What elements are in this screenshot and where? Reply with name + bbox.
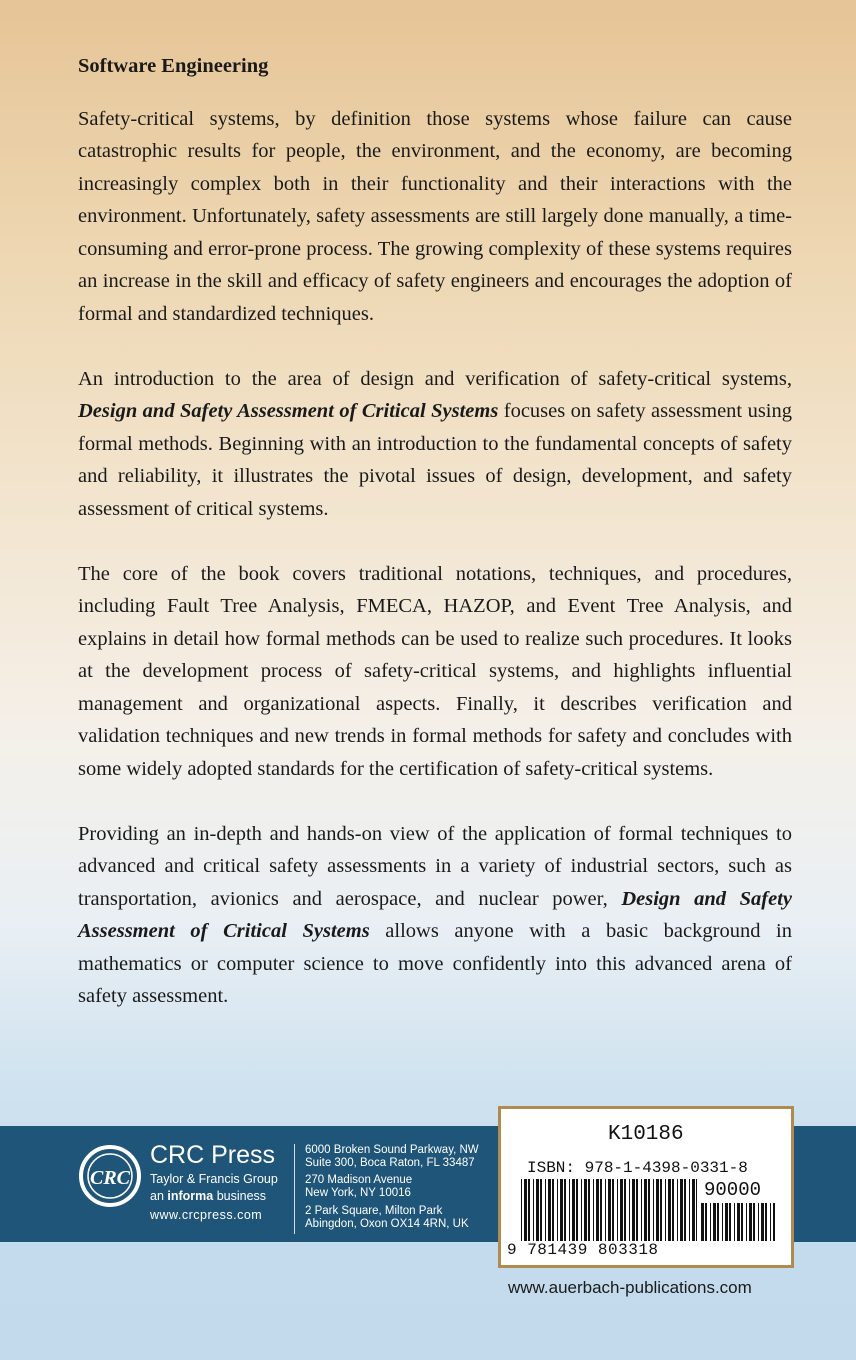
paragraph-3 bbox=[78, 558, 792, 786]
barcode-bar bbox=[521, 1179, 522, 1241]
divider bbox=[294, 1144, 295, 1234]
barcode-bar bbox=[617, 1179, 618, 1241]
barcode-bar bbox=[528, 1179, 530, 1241]
book-title: Design and Safety Assessment of Critical Systems bbox=[78, 400, 499, 422]
barcode-bar bbox=[722, 1203, 723, 1241]
barcode-bar bbox=[672, 1179, 674, 1241]
barcode-bar bbox=[677, 1179, 678, 1241]
barcode-bar bbox=[545, 1179, 546, 1241]
barcode-bar bbox=[540, 1179, 542, 1241]
barcode-bar bbox=[624, 1179, 626, 1241]
book-title: Design and Safety Assessment of Critical Systems bbox=[78, 887, 793, 942]
barcode-bar bbox=[696, 1179, 697, 1241]
barcode-bar bbox=[629, 1179, 630, 1241]
barcode-bar bbox=[576, 1179, 578, 1241]
barcode-bar bbox=[569, 1179, 570, 1241]
barcode-bar bbox=[741, 1203, 743, 1241]
group-sub-suffix: business bbox=[213, 1189, 267, 1203]
barcode-bar bbox=[653, 1179, 654, 1241]
barcode-bar bbox=[644, 1179, 647, 1241]
barcode-bar bbox=[593, 1179, 594, 1241]
publisher-name: CRC Press bbox=[150, 1141, 276, 1169]
publisher-group-sub bbox=[150, 1189, 266, 1203]
barcode-bar bbox=[524, 1179, 527, 1241]
barcode-bar bbox=[746, 1203, 747, 1241]
barcode-bar bbox=[600, 1179, 602, 1241]
barcode-bar bbox=[536, 1179, 539, 1241]
barcode-bar bbox=[608, 1179, 611, 1241]
barcode-bar bbox=[632, 1179, 635, 1241]
barcode-bar bbox=[648, 1179, 650, 1241]
barcode-bar bbox=[560, 1179, 563, 1241]
barcode-bar bbox=[572, 1179, 575, 1241]
barcode-bar bbox=[552, 1179, 554, 1241]
barcode-bar bbox=[581, 1179, 582, 1241]
barcode-bar bbox=[758, 1203, 759, 1241]
barcode-bar bbox=[612, 1179, 614, 1241]
address-3 bbox=[305, 1205, 469, 1231]
product-code: K10186 bbox=[608, 1123, 684, 1146]
barcode-bar bbox=[765, 1203, 767, 1241]
barcode-bar bbox=[596, 1179, 599, 1241]
barcode-bar bbox=[684, 1179, 686, 1241]
paragraph-text: Safety-critical systems, by definition those systems whose failure can cause catastrophic results for people, the environment, and the economy, are becoming increasingly complex both in their functionality and their interactions with the environment. Unfortunately, safety assessments are still largely done manually, a time-consuming and error-prone process. The growing complexity of these systems requires an increase in the skill and efficacy of safety engineers and encourages the adoption of formal and standardized techniques. bbox=[78, 107, 792, 325]
back-cover-text bbox=[78, 50, 792, 1045]
group-sub-prefix: an bbox=[150, 1189, 168, 1203]
barcode-bar bbox=[770, 1203, 771, 1241]
address-2 bbox=[305, 1174, 412, 1200]
price-barcode-icon bbox=[701, 1203, 775, 1241]
barcode-bar bbox=[665, 1179, 666, 1241]
barcode-bar bbox=[692, 1179, 695, 1241]
isbn-barcode-icon bbox=[521, 1179, 697, 1241]
barcode-bar bbox=[584, 1179, 587, 1241]
barcode-bar bbox=[725, 1203, 728, 1241]
barcode-bar bbox=[749, 1203, 752, 1241]
barcode-bar bbox=[605, 1179, 606, 1241]
barcode-bar bbox=[636, 1179, 638, 1241]
crc-logo-text: CRC bbox=[89, 1167, 131, 1189]
crc-logo-icon bbox=[78, 1144, 142, 1208]
publisher-group: Taylor & Francis Group bbox=[150, 1172, 278, 1186]
address-1-line-1: 6000 Broken Sound Parkway, NW bbox=[305, 1144, 479, 1156]
group-sub-bold: informa bbox=[167, 1189, 214, 1203]
barcode-box bbox=[498, 1106, 794, 1268]
paragraph-text: An introduction to the area of design and verification of safety-critical systems, bbox=[78, 367, 792, 390]
description-paragraphs bbox=[78, 103, 792, 1013]
address-1-line-2: Suite 300, Boca Raton, FL 33487 bbox=[305, 1157, 475, 1169]
barcode-bar bbox=[660, 1179, 662, 1241]
address-2-line-2: New York, NY 10016 bbox=[305, 1187, 411, 1199]
paragraph-text: allows anyone with a basic background in mathematics or computer science to move confidently into this advanced arena of safety assessment. bbox=[78, 920, 792, 1007]
paragraph-4 bbox=[78, 818, 792, 1013]
paragraph-text: focuses on safety assessment using formal methods. Beginning with an introduction to the fundamental concepts of safety and reliability, it illustrates the pivotal issues of design, development, and safety assessment of critical systems. bbox=[78, 400, 792, 520]
barcode-bar bbox=[710, 1203, 711, 1241]
barcode-bar bbox=[761, 1203, 764, 1241]
barcode-bar bbox=[717, 1203, 719, 1241]
barcode-bar bbox=[533, 1179, 534, 1241]
paragraph-1 bbox=[78, 103, 792, 331]
barcode-bar bbox=[753, 1203, 755, 1241]
paragraph-text: The core of the book covers traditional notations, techniques, and procedures, including Fault Tree Analysis, FMECA, HAZOP, and Event Tree Analysis, and explains in detail how formal methods can be used to realize such procedures. It looks at the development process of safety-critical systems, and highlights influential management and organizational aspects. Finally, it describes verification and validation techniques and new trends in formal methods for safety and concludes with some widely adopted standards for the certification of safety-critical systems. bbox=[78, 562, 792, 780]
barcode-bar bbox=[548, 1179, 551, 1241]
barcode-bar bbox=[713, 1203, 716, 1241]
barcode-bar bbox=[557, 1179, 558, 1241]
address-3-line-1: 2 Park Square, Milton Park bbox=[305, 1205, 443, 1217]
barcode-bar bbox=[737, 1203, 740, 1241]
publisher-website[interactable]: www.crcpress.com bbox=[150, 1208, 263, 1222]
barcode-bar bbox=[668, 1179, 671, 1241]
paragraph-2 bbox=[78, 363, 792, 526]
barcode-bar bbox=[734, 1203, 735, 1241]
address-2-line-1: 270 Madison Avenue bbox=[305, 1174, 413, 1186]
isbn-label: ISBN: 978-1-4398-0331-8 bbox=[527, 1159, 748, 1177]
barcode-bar bbox=[641, 1179, 642, 1241]
barcode-bar bbox=[729, 1203, 731, 1241]
barcode-bar bbox=[588, 1179, 590, 1241]
category-heading: Software Engineering bbox=[78, 55, 269, 77]
barcode-digits: 9 781439 803318 bbox=[507, 1241, 659, 1259]
barcode-bar bbox=[656, 1179, 659, 1241]
barcode-bar bbox=[564, 1179, 566, 1241]
barcode-bar bbox=[620, 1179, 623, 1241]
price-code: 90000 bbox=[704, 1179, 762, 1201]
barcode-bar bbox=[705, 1203, 707, 1241]
barcode-bar bbox=[689, 1179, 690, 1241]
paragraph-text: Providing an in-depth and hands-on view of the application of formal techniques to advanced and critical safety assessments in a variety of industrial sectors, such as transportation, avionics and aerospace, and nuclear power, bbox=[78, 822, 792, 910]
address-3-line-2: Abingdon, Oxon OX14 4RN, UK bbox=[305, 1218, 469, 1230]
imprint-website[interactable]: www.auerbach-publications.com bbox=[508, 1278, 752, 1297]
barcode-bar bbox=[773, 1203, 775, 1241]
barcode-bar bbox=[680, 1179, 683, 1241]
barcode-bar bbox=[701, 1203, 704, 1241]
address-1 bbox=[305, 1144, 479, 1170]
